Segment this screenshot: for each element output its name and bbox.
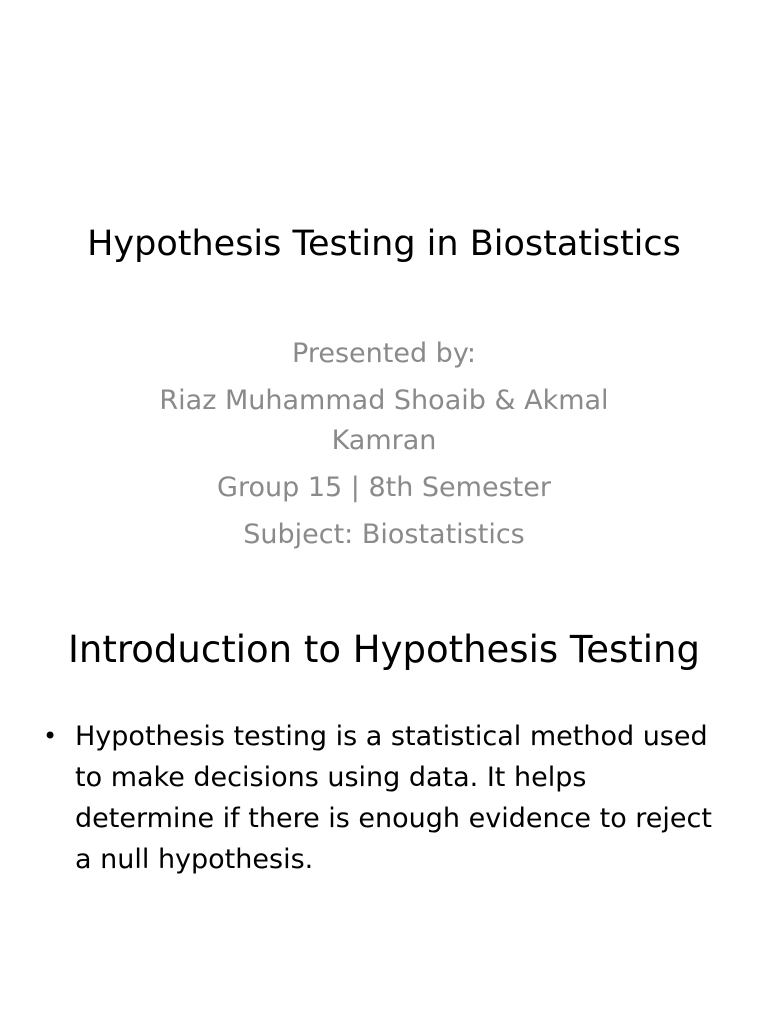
bullet-dot-icon: • [43, 722, 58, 750]
bullet-list [40, 716, 730, 880]
bullet-item [40, 716, 730, 880]
bullet-text: Hypothesis testing is a statistical method used to make decisions using data. It helps determine if there is enough evidence to reject a null hypothesis. [75, 721, 712, 875]
group-semester: Group 15 | 8th Semester [217, 472, 551, 503]
slide-subtitle [120, 334, 648, 562]
slide-title: Hypothesis Testing in Biostatistics [87, 224, 681, 264]
subject-line: Subject: Biostatistics [243, 519, 525, 550]
section-title: Introduction to Hypothesis Testing [68, 628, 700, 671]
presenter-names: Riaz Muhammad Shoaib & Akmal Kamran [159, 385, 609, 456]
presented-by-label: Presented by: [292, 338, 476, 369]
